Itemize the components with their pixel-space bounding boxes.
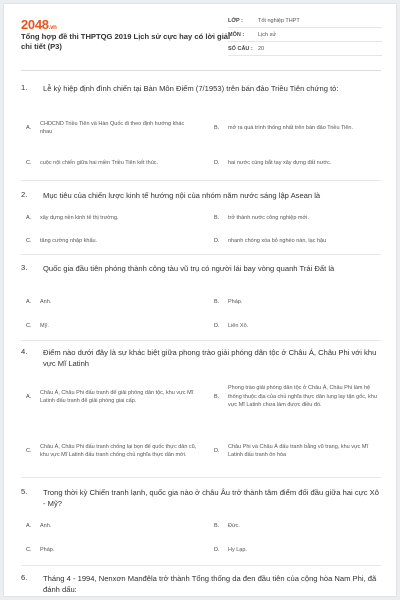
option-letter: A.: [26, 394, 32, 400]
meta-key: LỚP :: [228, 17, 243, 24]
question-text: Lễ ký hiệp định đình chiến tại Bàn Môn Điếm (7/1953) trên bán đảo Triều Tiên chứng tỏ:: [43, 84, 339, 93]
option-letter: C.: [26, 238, 32, 244]
option-letter: D.: [214, 323, 220, 329]
option-c[interactable]: [26, 153, 204, 173]
question-number: 6.: [21, 573, 28, 582]
meta-value: Tốt nghiệp THPT: [258, 17, 300, 24]
option-letter: D.: [214, 238, 220, 244]
document-title: Tổng hợp đề thi THPTQG 2019 Lịch sử cực hay có lời giải chi tiết (P3): [21, 32, 231, 51]
meta-value: Lịch sử: [258, 31, 277, 38]
option-b[interactable]: [214, 377, 386, 417]
option-letter: B.: [214, 523, 220, 529]
option-letter: C.: [26, 448, 32, 454]
option-b[interactable]: [214, 212, 384, 224]
option-c[interactable]: [26, 544, 204, 556]
meta-value: 20: [258, 45, 265, 52]
question-number: 2.: [21, 190, 28, 199]
question-divider: [21, 565, 381, 566]
option-letter: B.: [214, 394, 220, 400]
meta-key: SỐ CÂU :: [228, 45, 253, 52]
option-b[interactable]: [214, 118, 384, 138]
option-text: Liên Xô.: [228, 322, 249, 329]
option-letter: D.: [214, 547, 220, 553]
option-letter: A.: [26, 125, 32, 131]
option-text: Đức.: [228, 522, 240, 529]
question-text: Tháng 4 - 1994, Nenxơn Manđêla trở thành Tổng thống da đen đầu tiên của cộng hòa Nam Phi, đã đánh dấu:: [43, 574, 377, 594]
option-text: Pháp.: [228, 298, 243, 305]
option-text: cuộc nội chiến giữa hai miền Triều Tiên kết thúc.: [40, 159, 159, 166]
question-text: Điểm nào dưới đây là sự khác biệt giữa phong trào giải phóng dân tộc ở Châu Á, Châu Phi với khu vực Mĩ Latinh: [43, 348, 377, 368]
option-text: Phong trào giải phóng dân tộc ở Châu Á, Châu Phi làm hệ thống thuộc địa của chủ nghĩa thực dân lung lay tận gốc, khu vực Mĩ Latinh chưa làm được điều đó.: [228, 385, 377, 409]
option-text: Anh.: [40, 522, 52, 529]
question-text: Trong thời kỳ Chiến tranh lạnh, quốc gia nào ở châu Âu trở thành tâm điểm đối đầu giữa hai cực Xô - Mỹ?: [43, 488, 379, 508]
option-text: Mỹ.: [40, 322, 49, 329]
option-letter: D.: [214, 160, 220, 166]
option-a[interactable]: [26, 296, 204, 308]
question-text: Quốc gia đầu tiên phóng thành công tàu vũ trụ có người lái bay vòng quanh Trái Đất là: [43, 264, 335, 273]
question-number: 4.: [21, 347, 28, 356]
option-text: Châu Phi và Châu Á đấu tranh bằng vũ trang, khu vực Mĩ Latinh đấu tranh ôn hòa: [228, 443, 369, 458]
option-a[interactable]: [26, 212, 204, 224]
question-number: 3.: [21, 263, 28, 272]
logo-suffix: .vn: [48, 25, 57, 31]
option-a[interactable]: [26, 382, 208, 412]
option-letter: A.: [26, 523, 32, 529]
document-page: [3, 3, 397, 597]
question-divider: [21, 477, 381, 478]
logo-text: 2048: [21, 17, 49, 32]
option-letter: B.: [214, 299, 220, 305]
option-text: trở thành nước công nghiệp mới.: [228, 214, 309, 221]
option-d[interactable]: [214, 544, 384, 556]
option-text: Châu Á, Châu Phi đấu tranh chống lại bọn đế quốc thực dân cũ, khu vực Mĩ Latinh đấu tranh chống chủ nghĩa thực dân mới.: [40, 443, 197, 458]
option-text: hai nước cùng bắt tay xây dựng đất nước.: [228, 159, 332, 166]
header-divider: [21, 70, 381, 71]
option-text: Pháp.: [40, 546, 55, 553]
option-letter: D.: [214, 448, 220, 454]
option-text: Anh.: [40, 298, 52, 305]
option-c[interactable]: [26, 235, 204, 247]
meta-key: MÔN :: [228, 31, 245, 38]
option-d[interactable]: [214, 153, 384, 173]
question-number: 5.: [21, 487, 28, 496]
option-text: Châu Á, Châu Phi đấu tranh để giải phóng dân tộc, khu vực Mĩ Latinh đấu tranh để giải phóng giai cấp.: [40, 389, 194, 404]
option-text: CHDCND Triều Tiên và Hàn Quốc đi theo định hướng khác nhau: [40, 120, 185, 135]
question-divider: [21, 180, 381, 181]
document-header: [4, 4, 397, 70]
option-letter: B.: [214, 215, 220, 221]
option-letter: A.: [26, 215, 32, 221]
option-letter: C.: [26, 547, 32, 553]
meta-row-class: [228, 14, 382, 28]
meta-table: [228, 14, 382, 56]
option-text: mở ra quá trình thống nhất trên bán đảo Triều Tiên.: [228, 124, 353, 131]
option-d[interactable]: [214, 320, 384, 332]
option-c[interactable]: [26, 436, 208, 466]
option-c[interactable]: [26, 320, 204, 332]
site-logo[interactable]: [21, 17, 57, 32]
option-letter: C.: [26, 323, 32, 329]
option-d[interactable]: [214, 441, 386, 461]
option-letter: C.: [26, 160, 32, 166]
option-text: xây dựng nền kinh tế thị trường.: [40, 214, 119, 221]
option-a[interactable]: [26, 520, 204, 532]
option-text: Hy Lạp.: [228, 546, 247, 553]
question-number: 1.: [21, 83, 28, 92]
question-text: Mục tiêu của chiến lược kinh tế hướng nội của nhóm năm nước sáng lập Asean là: [43, 191, 321, 200]
option-a[interactable]: [26, 118, 204, 138]
option-letter: A.: [26, 299, 32, 305]
meta-row-count: [228, 42, 382, 56]
question-divider: [21, 254, 381, 255]
meta-row-subject: [228, 28, 382, 42]
option-b[interactable]: [214, 520, 384, 532]
option-text: tăng cường nhập khẩu.: [40, 237, 98, 244]
option-d[interactable]: [214, 235, 384, 247]
option-text: nhanh chóng xóa bỏ nghèo nàn, lạc hậu: [228, 237, 327, 244]
question-divider: [21, 340, 381, 341]
option-b[interactable]: [214, 296, 384, 308]
option-letter: B.: [214, 125, 220, 131]
